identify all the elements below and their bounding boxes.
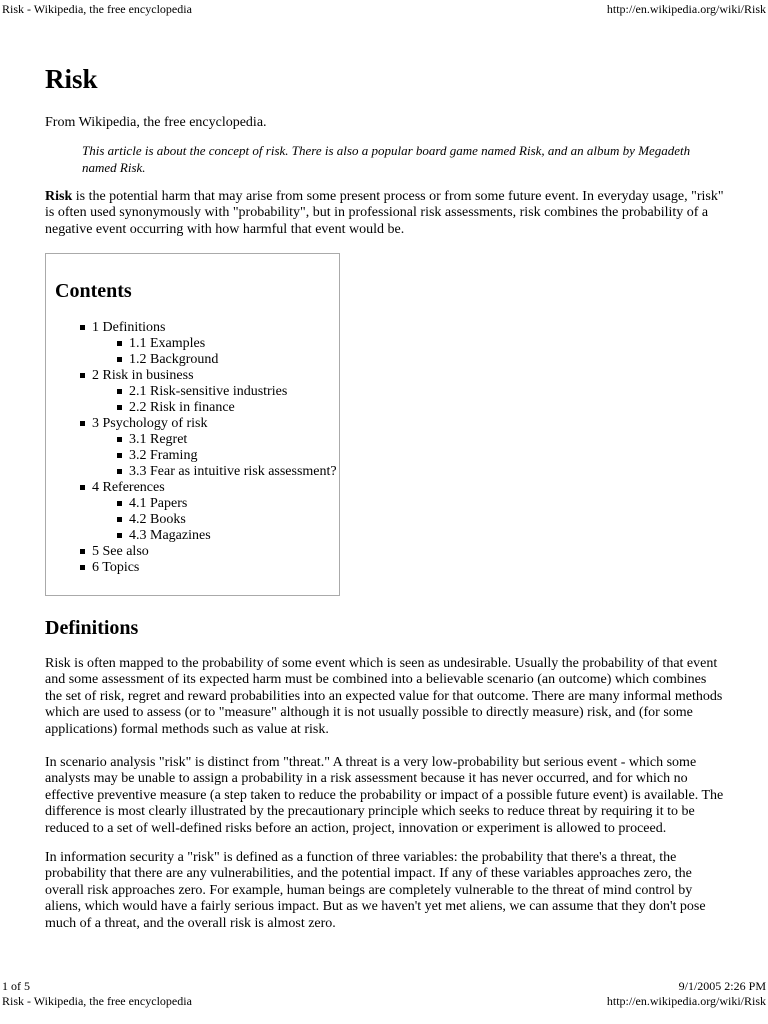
toc-item-number[interactable]: 2.1: [129, 384, 147, 399]
print-footer-url: http://en.wikipedia.org/wiki/Risk: [606, 994, 766, 1008]
toc-item-number[interactable]: 4.3: [129, 528, 147, 543]
toc-item-number[interactable]: 6: [92, 560, 99, 575]
toc-sublist: [92, 496, 337, 544]
toc-item-link[interactable]: Framing: [150, 448, 198, 463]
toc-item: [92, 480, 337, 544]
definitions-paragraph-1: Risk is often mapped to the probability of some event which is seen as undesirable. Usually the probability of that event and some assessment of its expected harm must be combined into a believable scenario (an outcome) which combines the set of risk, regret and reward probabilities into an expected value for that outcome. There are many informal methods which are used to assess (or to "measure" although it is not usually possible to directly measure) risk, and (for some applications) formal methods such as value at risk.: [45, 656, 723, 737]
toc-item-number[interactable]: 2.2: [129, 400, 147, 415]
table-of-contents: [45, 253, 340, 596]
toc-item-number[interactable]: 4.2: [129, 512, 147, 527]
toc-list: [92, 320, 337, 576]
toc-item-number[interactable]: 4.1: [129, 496, 147, 511]
toc-item: [129, 464, 337, 480]
definitions-paragraph-2: In scenario analysis "risk" is distinct from "threat." A threat is a very low-probability but serious event - which some analysts may be unable to assign a probability in a risk assessment because it has never occurred, and for which no effective preventive measure (a step taken to reduce the probability or impact of a possible future event) is available. The difference is most clearly illustrated by the precautionary principle which seeks to reduce threat by requiring it to be reduced to a set of well-defined risks before an action, project, innovation or experiment is allowed to proceed.: [45, 755, 724, 836]
print-header-url: http://en.wikipedia.org/wiki/Risk: [606, 2, 766, 16]
toc-item-number[interactable]: 2: [92, 368, 99, 383]
toc-item: [129, 528, 337, 544]
toc-item-link[interactable]: Topics: [102, 560, 140, 575]
definitions-paragraph-3: In information security a "risk" is defined as a function of three variables: the probability that there's a threat, the probability that there are any vulnerabilities, and the potential impact. If any of these variables approaches zero, the overall risk approaches zero. For example, human beings are completely vulnerable to the threat of mind control by aliens, which would have a fairly serious impact. But as we haven't yet met aliens, we can assume that they don't pose much of a threat, and the overall risk is almost zero.: [45, 850, 706, 931]
toc-item: [129, 352, 337, 368]
toc-item-link[interactable]: Papers: [150, 496, 188, 511]
bullet-icon: [117, 341, 122, 346]
toc-sublist: [92, 336, 337, 368]
toc-item-number[interactable]: 3: [92, 416, 99, 431]
toc-item: [129, 496, 337, 512]
print-footer-title: Risk - Wikipedia, the free encyclopedia: [2, 994, 192, 1008]
print-footer-page: 1 of 5: [2, 979, 30, 993]
toc-item-number[interactable]: 3.1: [129, 432, 147, 447]
toc-item-link[interactable]: Risk-sensitive industries: [150, 384, 288, 399]
bullet-icon: [117, 501, 122, 506]
toc-item-link[interactable]: Books: [150, 512, 186, 527]
toc-item: [129, 512, 337, 528]
toc-item-link[interactable]: Risk in finance: [150, 400, 235, 415]
bullet-icon: [80, 565, 85, 570]
page-title: Risk: [45, 64, 98, 94]
toc-item-number[interactable]: 1.2: [129, 352, 147, 367]
toc-item-link[interactable]: Magazines: [150, 528, 211, 543]
bullet-icon: [80, 325, 85, 330]
bullet-icon: [117, 517, 122, 522]
toc-item: [92, 320, 337, 368]
toc-title: Contents: [55, 280, 132, 302]
toc-item-number[interactable]: 1: [92, 320, 99, 335]
toc-item-number[interactable]: 3.3: [129, 464, 147, 479]
toc-item-number[interactable]: 5: [92, 544, 99, 559]
toc-item-link[interactable]: Psychology of risk: [102, 416, 208, 431]
toc-item: [92, 544, 337, 560]
toc-sublist: [92, 384, 337, 416]
bullet-icon: [80, 485, 85, 490]
toc-item: [129, 384, 337, 400]
toc-item-number[interactable]: 3.2: [129, 448, 147, 463]
disambiguation-note: This article is about the concept of risk. There is also a popular board game named Risk, and an album by Megadeth named Risk.: [82, 143, 691, 175]
toc-item-link[interactable]: See also: [102, 544, 149, 559]
intro-bold-term: Risk: [45, 189, 73, 204]
bullet-icon: [117, 453, 122, 458]
toc-item-link[interactable]: Examples: [150, 336, 206, 351]
toc-item: [92, 416, 337, 480]
toc-item: [129, 336, 337, 352]
toc-item: [92, 560, 337, 576]
toc-item: [129, 400, 337, 416]
toc-item-link[interactable]: Fear as intuitive risk assessment?: [150, 464, 337, 479]
toc-item-link[interactable]: Background: [150, 352, 219, 367]
toc-item-link[interactable]: Risk in business: [102, 368, 194, 383]
section-heading-definitions: Definitions: [45, 617, 139, 639]
toc-item-link[interactable]: Definitions: [102, 320, 166, 335]
bullet-icon: [117, 437, 122, 442]
bullet-icon: [80, 549, 85, 554]
intro-text: is the potential harm that may arise from some present process or from some future event. In everyday usage, "risk" is often used synonymously with "probability", but in professional risk assessments, risk combines the probability of a negative event occurring with how harmful that event would be.: [45, 189, 724, 237]
bullet-icon: [117, 405, 122, 410]
toc-sublist: [92, 432, 337, 480]
toc-item: [92, 368, 337, 416]
toc-item-link[interactable]: Regret: [150, 432, 188, 447]
intro-paragraph: [45, 189, 725, 238]
toc-item: [129, 432, 337, 448]
bullet-icon: [117, 533, 122, 538]
toc-item-link[interactable]: References: [102, 480, 165, 495]
bullet-icon: [117, 469, 122, 474]
toc-item: [129, 448, 337, 464]
bullet-icon: [117, 357, 122, 362]
print-header-title: Risk - Wikipedia, the free encyclopedia: [2, 2, 192, 16]
print-footer-date: 9/1/2005 2:26 PM: [678, 979, 766, 993]
toc-item-number[interactable]: 4: [92, 480, 99, 495]
bullet-icon: [80, 373, 85, 378]
toc-item-number[interactable]: 1.1: [129, 336, 147, 351]
bullet-icon: [80, 421, 85, 426]
site-subtitle: From Wikipedia, the free encyclopedia.: [45, 115, 267, 130]
bullet-icon: [117, 389, 122, 394]
